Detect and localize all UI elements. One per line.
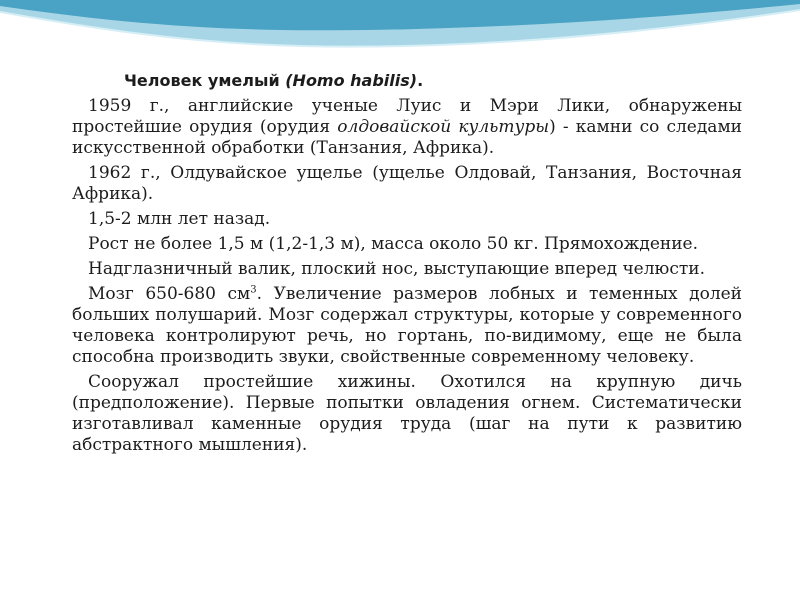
p1-text-a: 1959 г., английские ученые Луис и Мэри Лики, обнаружены простейшие орудия (орудия [72,96,742,137]
p1-text-b: ) - камни со следами искусственной обработки (Танзания, Африка). [72,117,742,158]
paragraph-discovery-1959 [72,96,742,159]
p1-italic: олдовайской культуры [337,117,550,137]
paragraph-brain [72,284,742,368]
slide-content [72,70,742,460]
paragraph-skull-features: Надглазничный валик, плоский нос, выступающие вперед челюсти. [88,259,706,279]
decorative-wave-header [0,0,800,70]
p6-sup: 3 [250,284,257,296]
slide-title [72,70,742,92]
paragraph-olduvai-1962: 1962 г., Олдувайское ущелье (ущелье Олдовай, Танзания, Восточная Африка). [72,163,742,204]
title-main: Человек умелый [124,71,280,90]
p6-text-a: Мозг 650-680 см [88,284,251,304]
p6-text-b: . Увеличение размеров лобных и теменных долей больших полушарий. Мозг содержал структуры, которые у современного человека контролируют речь, но гортань, по-видимому, еще не была способна производить звуки, свойственные современному человеку. [72,284,743,367]
title-end: . [417,71,424,90]
paragraph-height-mass: Рост не более 1,5 м (1,2-1,3 м), масса около 50 кг. Прямохождение. [88,234,699,254]
paragraph-age: 1,5-2 млн лет назад. [88,209,271,229]
title-latin: (Homo habilis) [285,71,418,90]
paragraph-behavior: Сооружал простейшие хижины. Охотился на крупную дичь (предположение). Первые попытки овладения огнем. Систематически изготавливал каменные орудия труда (шаг на пути к развитию абстрактного мышления). [72,372,742,455]
